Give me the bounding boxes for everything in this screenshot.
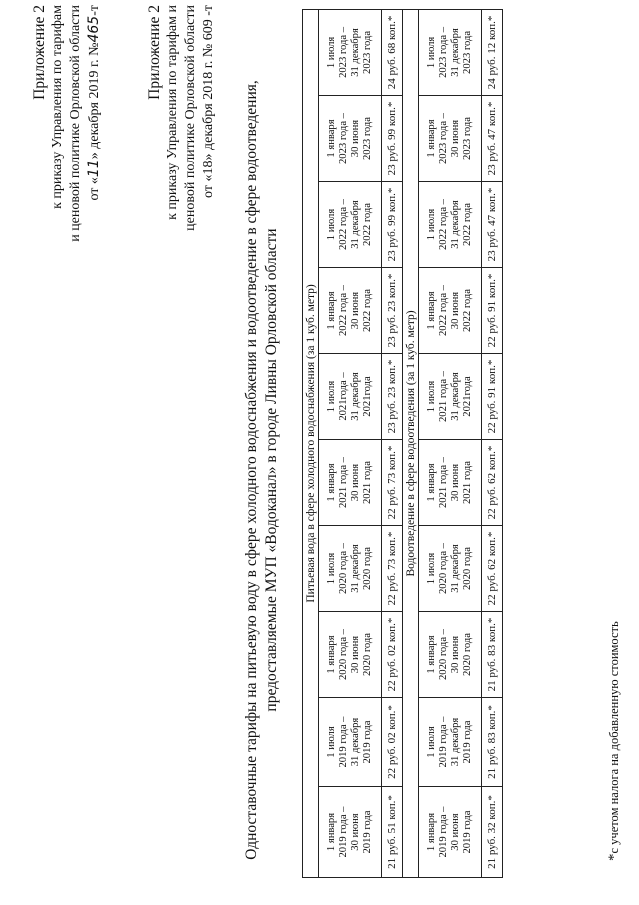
period-line: 2022 года – xyxy=(438,199,449,250)
period-line: 2019 года – xyxy=(438,806,449,858)
tariff-value-cell: 21 руб. 32 коп.* xyxy=(482,787,503,878)
period-line: 2020 года xyxy=(362,633,373,677)
tariff-value-cell: 24 руб. 12 коп.* xyxy=(482,9,503,95)
period-line: 2021года xyxy=(362,376,373,417)
period-cell xyxy=(319,612,382,698)
period-line: 31 декабря xyxy=(350,544,361,593)
period-line: 2023 года – xyxy=(438,26,449,78)
period-line: 1 января xyxy=(326,463,337,502)
appendix-previous-header xyxy=(146,5,218,255)
period-line: 2020 года – xyxy=(438,543,449,594)
period-line: 30 июня xyxy=(450,813,461,851)
period-line: 1 января xyxy=(426,119,437,158)
period-line: 2023 года xyxy=(362,117,373,161)
tariff-value-row xyxy=(382,9,403,877)
period-cell xyxy=(419,526,482,612)
period-line: 2021года xyxy=(462,376,473,417)
period-cell xyxy=(319,9,382,95)
period-line: 2020 года – xyxy=(438,629,449,680)
period-line: 1 января xyxy=(426,291,437,330)
period-line: 31 декабря xyxy=(450,717,461,767)
period-line: 2019 года xyxy=(462,720,473,764)
period-line: 2023 года xyxy=(462,30,473,74)
period-line: 2019 года xyxy=(462,810,473,854)
period-cell xyxy=(419,787,482,878)
period-line: 1 января xyxy=(326,291,337,330)
appendix-line: ценовой политике Орловской области xyxy=(183,5,198,231)
period-line: 1 июля xyxy=(326,208,337,241)
tariff-value-cell: 22 руб. 62 коп.* xyxy=(482,526,503,612)
appendix-line: к приказу Управления по тарифам и xyxy=(165,5,180,220)
period-line: 2021 года – xyxy=(438,371,449,422)
period-cell xyxy=(419,268,482,354)
period-line: 2023 года – xyxy=(338,113,349,164)
period-line: 31 декабря xyxy=(450,372,461,421)
period-cell xyxy=(319,354,382,440)
period-line: 30 июня xyxy=(450,463,461,502)
period-line: 2022 года – xyxy=(438,285,449,336)
period-line: 1 июля xyxy=(426,36,437,69)
period-line: 2022 года xyxy=(362,203,373,247)
tariff-value-cell: 22 руб. 62 коп.* xyxy=(482,440,503,526)
period-line: 2023 года xyxy=(462,117,473,161)
period-line: 2020 года xyxy=(362,547,373,591)
tariff-value-cell: 22 руб. 02 коп.* xyxy=(382,612,403,698)
title-line: предоставляемые МУП «Водоканал» в городе Ливны Орловской области xyxy=(263,228,280,712)
period-line: 31 декабря xyxy=(450,200,461,249)
period-cell xyxy=(319,787,382,878)
period-line: 2023 года – xyxy=(338,26,349,78)
title-line: Одноставочные тарифы на питьевую воду в сфере холодного водоснабжения и водоотведение в сфере водоотведения, xyxy=(243,80,260,860)
period-line: 2023 года – xyxy=(438,113,449,164)
period-line: 2020 года xyxy=(462,547,473,591)
period-line: 2019 года – xyxy=(338,716,349,768)
tariff-value-cell: 21 руб. 51 коп.* xyxy=(382,787,403,878)
period-line: 2021года – xyxy=(338,372,349,421)
footnote-text: с учетом налога на добавленную стоимость xyxy=(607,621,621,854)
period-line: 2019 года – xyxy=(438,716,449,768)
section-header: Водоотведение в сфере водоотведения (за 1 куб. метр) xyxy=(403,9,419,877)
document-title xyxy=(242,65,282,875)
tariff-value-cell: 23 руб. 47 коп.* xyxy=(482,182,503,268)
appendix-line: от «18» декабря 2018 г. № 609 -т xyxy=(201,5,216,198)
appendix-current-header xyxy=(31,5,104,255)
appendix-line: к приказу Управления по тарифам xyxy=(50,5,65,209)
period-line: 30 июня xyxy=(350,635,361,674)
tariff-value-cell: 23 руб. 23 коп.* xyxy=(382,354,403,440)
period-line: 30 июня xyxy=(350,119,361,158)
period-line: 30 июня xyxy=(350,291,361,330)
period-row xyxy=(319,9,382,877)
date-prefix: от « xyxy=(87,177,102,201)
tariff-value-cell: 21 руб. 83 коп.* xyxy=(482,612,503,698)
tariff-value-cell: 22 руб. 73 коп.* xyxy=(382,526,403,612)
period-line: 2021 года xyxy=(462,461,473,505)
period-line: 2022 года xyxy=(462,203,473,247)
period-cell xyxy=(319,182,382,268)
period-line: 1 января xyxy=(326,635,337,674)
tariff-table xyxy=(302,9,503,878)
period-line: 1 января xyxy=(326,812,337,852)
date-middle: » декабря 2019 г. № xyxy=(87,42,102,160)
period-line: 2022 года xyxy=(462,289,473,333)
period-cell xyxy=(319,698,382,787)
period-line: 1 июля xyxy=(326,552,337,585)
period-line: 2021 года – xyxy=(338,457,349,508)
period-line: 2022 года – xyxy=(338,199,349,250)
period-line: 2019 года – xyxy=(338,806,349,858)
handwritten-number: 465 xyxy=(86,15,102,43)
period-line: 2022 года xyxy=(362,289,373,333)
period-line: 2022 года – xyxy=(338,285,349,336)
period-line: 30 июня xyxy=(450,635,461,674)
period-line: 1 июля xyxy=(326,380,337,413)
tariff-value-row xyxy=(482,9,503,877)
period-line: 1 января xyxy=(426,463,437,502)
footnote-star: * xyxy=(606,853,622,861)
tariff-value-cell: 22 руб. 02 коп.* xyxy=(382,698,403,787)
period-cell xyxy=(419,354,482,440)
period-row xyxy=(419,9,482,877)
period-line: 31 декабря xyxy=(350,372,361,421)
period-line: 2021 года xyxy=(362,461,373,505)
period-line: 1 июля xyxy=(426,380,437,413)
period-cell xyxy=(419,698,482,787)
appendix-date-line xyxy=(85,5,104,255)
period-line: 2021 года – xyxy=(438,457,449,508)
period-line: 31 декабря xyxy=(350,200,361,249)
handwritten-day: 11 xyxy=(86,159,102,178)
period-line: 2019 года xyxy=(362,810,373,854)
period-line: 1 января xyxy=(426,812,437,852)
period-line: 30 июня xyxy=(350,463,361,502)
period-line: 2023 года xyxy=(362,30,373,74)
period-line: 1 января xyxy=(326,119,337,158)
period-line: 1 июля xyxy=(326,36,337,69)
period-line: 31 декабря xyxy=(350,28,361,77)
date-suffix: -т xyxy=(87,5,102,16)
period-line: 1 июля xyxy=(426,552,437,585)
section-header: Питьевая вода в сфере холодного водоснабжения (за 1 куб. метр) xyxy=(303,9,319,877)
period-line: 1 июля xyxy=(426,208,437,241)
tariff-value-cell: 23 руб. 23 коп.* xyxy=(382,268,403,354)
tariff-value-cell: 22 руб. 91 коп.* xyxy=(482,268,503,354)
period-line: 2020 года – xyxy=(338,629,349,680)
appendix-heading: Приложение 2 xyxy=(146,5,163,100)
tariff-value-cell: 23 руб. 99 коп.* xyxy=(382,182,403,268)
period-line: 30 июня xyxy=(450,291,461,330)
tariff-value-cell: 23 руб. 47 коп.* xyxy=(482,96,503,182)
footnote xyxy=(606,621,623,861)
period-cell xyxy=(319,96,382,182)
period-cell xyxy=(419,9,482,95)
tariff-value-cell: 22 руб. 91 коп.* xyxy=(482,354,503,440)
section-header-row xyxy=(403,9,419,877)
period-cell xyxy=(419,96,482,182)
tariff-value-cell: 21 руб. 83 коп.* xyxy=(482,698,503,787)
period-line: 30 июня xyxy=(350,813,361,851)
period-line: 30 июня xyxy=(450,119,461,158)
tariff-value-cell: 22 руб. 73 коп.* xyxy=(382,440,403,526)
period-cell xyxy=(319,526,382,612)
period-line: 31 декабря xyxy=(450,28,461,77)
period-cell xyxy=(419,182,482,268)
appendix-line: и ценовой политике Орловской области xyxy=(68,5,83,242)
period-line: 31 декабря xyxy=(350,717,361,767)
period-line: 31 декабря xyxy=(450,544,461,593)
period-cell xyxy=(319,440,382,526)
period-line: 1 июля xyxy=(326,726,337,758)
tariff-value-cell: 24 руб. 68 коп.* xyxy=(382,9,403,95)
period-line: 2020 года – xyxy=(338,543,349,594)
tariff-value-cell: 23 руб. 99 коп.* xyxy=(382,96,403,182)
period-line: 1 июля xyxy=(426,726,437,758)
period-cell xyxy=(319,268,382,354)
period-cell xyxy=(419,612,482,698)
period-cell xyxy=(419,440,482,526)
appendix-heading: Приложение 2 xyxy=(31,5,48,100)
period-line: 2019 года xyxy=(362,720,373,764)
period-line: 1 января xyxy=(426,635,437,674)
period-line: 2020 года xyxy=(462,633,473,677)
section-header-row xyxy=(303,9,319,877)
